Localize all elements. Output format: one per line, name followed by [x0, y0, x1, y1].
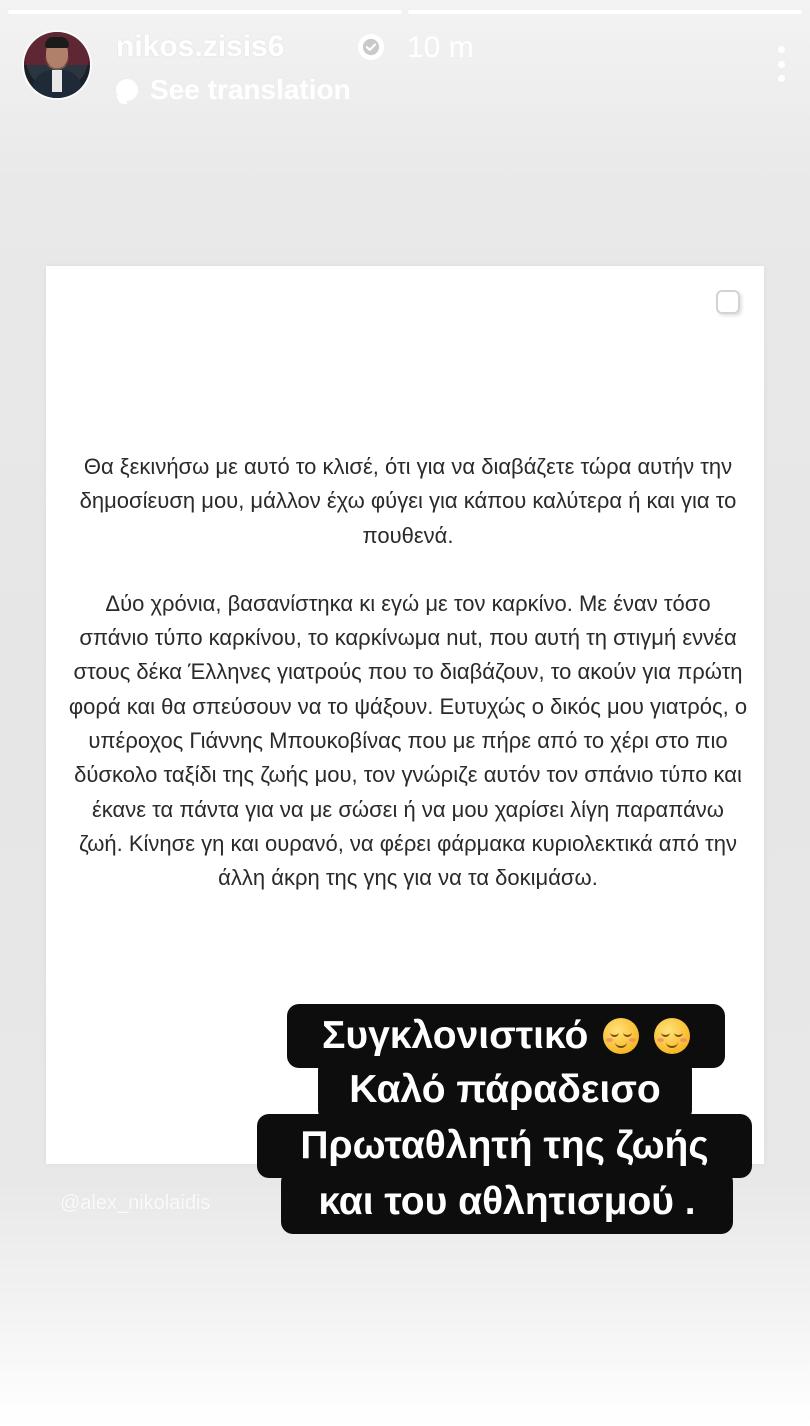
- relieved-face-icon: [654, 1018, 690, 1054]
- see-translation-label: See translation: [150, 74, 351, 105]
- story-progress-bar: [8, 10, 802, 14]
- progress-fill-1: [8, 10, 402, 14]
- checkbox-icon: [716, 290, 740, 314]
- post-paragraph-2: Δύο χρόνια, βασανίστηκα κι εγώ με τον καρκίνο. Με έναν τόσο σπάνιο τύπο καρκίνου, το καρκίνωμα nut, που αυτή τη στιγμή εννέα στους δέκα Έλληνες γιατρούς που το διαβάζουν, το ακούν για πρώτη φορά και θα σπεύσουν να το ψάξουν. Ευτυχώς ο δικός μου γιατρός, ο υπέροχος Γιάννης Μπουκοβίνας που με πήρε από το χέρι στο πιο δύσκολο ταξίδι της ζωής μου, τον γνώριζε αυτόν τον σπάνιο τύπο και έκανε τα πάντα για να με σώσει ή να μου χαρίσει λίγη παραπάνω ζωή. Κίνησε γη και ουρανό, να φέρει φάρμακα κυριολεκτικά από την άλλη άκρη της γης για να τα δοκιμάσω.: [68, 590, 748, 891]
- caption-line-1-text: Συγκλονιστικό: [322, 1014, 589, 1057]
- more-options-icon[interactable]: [776, 46, 786, 82]
- speech-bubble-icon: [116, 79, 138, 101]
- timestamp: 10 m: [407, 31, 474, 64]
- post-text: [68, 450, 748, 930]
- caption-line-3: Πρωταθλητή της ζωής: [257, 1114, 752, 1178]
- username[interactable]: nikos.zisis6: [116, 30, 285, 63]
- post-paragraph-1: Θα ξεκινήσω με αυτό το κλισέ, ότι για να διαβάζετε τώρα αυτήν την δημοσίευση μου, μάλλον έχω φύγει για κάπου καλύτερα ή και για το πουθενά.: [79, 454, 737, 548]
- avatar[interactable]: [24, 32, 90, 98]
- verified-badge-icon: [358, 34, 384, 60]
- caption-line-4: και του αθλητισμού .: [281, 1170, 733, 1234]
- caption-line-2: Καλό πάραδεισο: [318, 1058, 692, 1122]
- progress-fill-2: [408, 10, 802, 14]
- source-watermark: @alex_nikolaidis: [60, 1192, 211, 1214]
- progress-segment-2: [408, 10, 802, 14]
- story-header: [24, 30, 786, 110]
- relieved-face-icon: [603, 1018, 639, 1054]
- see-translation-button[interactable]: [116, 74, 351, 106]
- progress-segment-1: [8, 10, 402, 14]
